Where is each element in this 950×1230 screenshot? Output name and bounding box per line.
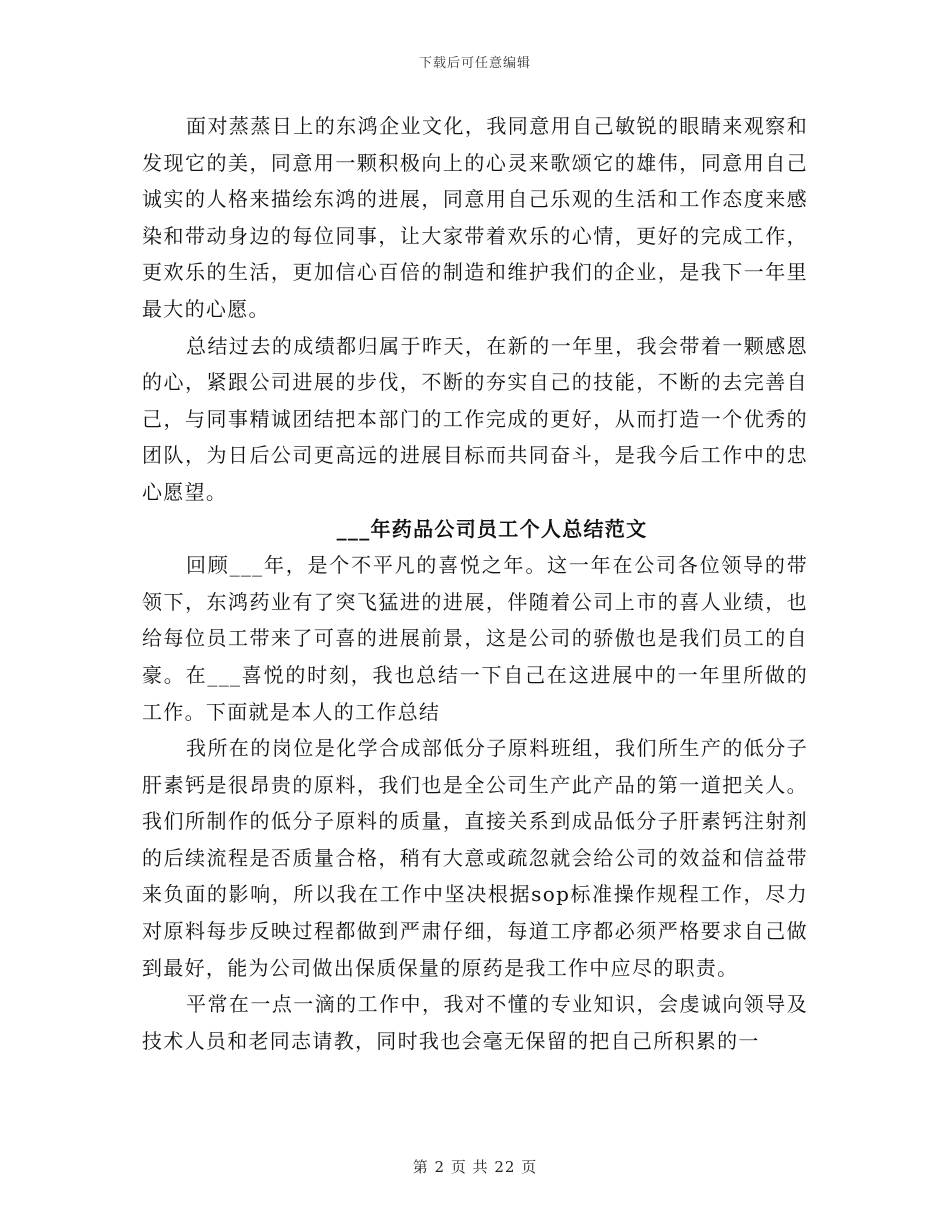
paragraph: 总结过去的成绩都归属于昨天，在新的一年里，我会带着一颗感恩的心，紧跟公司进展的步伐，不断的夯实自己的技能，不断的去完善自己，与同事精诚团结把本部门的工作完成的更好，从而打造一个优秀的团队，为日后公司更高远的进展目标而共同奋斗，是我今后工作中的忠心愿望。	[142, 333, 808, 504]
paragraph: 平常在一点一滴的工作中，我对不懂的专业知识，会虔诚向领导及技术人员和老同志请教，同时我也会毫无保留的把自己所积累的一	[142, 992, 808, 1053]
page-header: 下载后可任意编辑	[418, 56, 531, 71]
paragraph: 面对蒸蒸日上的东鸿企业文化，我同意用自己敏锐的眼睛来观察和发现它的美，同意用一颗积极向上的心灵来歌颂它的雄伟，同意用自己诚实的人格来描绘东鸿的进展，同意用自己乐观的生活和工作态度来感染和带动身边的每位同事，让大家带着欢乐的心情，更好的完成工作，更欢乐的生活，更加信心百倍的制造和维护我们的企业，是我下一年里最大的心愿。	[142, 114, 808, 321]
paragraph: 我所在的岗位是化学合成部低分子原料班组，我们所生产的低分子肝素钙是很昂贵的原料，我们也是全公司生产此产品的第一道把关人。我们所制作的低分子原料的质量，直接关系到成品低分子肝素钙注射剂的后续流程是否质量合格，稍有大意或疏忽就会给公司的效益和信益带来负面的影响，所以我在工作中坚决根据sop标准操作规程工作，尽力对原料每步反映过程都做到严肃仔细，每道工序都必须严格要求自己做到最好，能为公司做出保质保量的原药是我工作中应尽的职责。	[142, 736, 808, 980]
paragraph: 回顾___年，是个不平凡的喜悦之年。这一年在公司各位领导的带领下，东鸿药业有了突飞猛进的进展，伴随着公司上市的喜人业绩，也给每位员工带来了可喜的进展前景，这是公司的骄傲也是我们员工的自豪。在___喜悦的时刻，我也总结一下自己在这进展中的一年里所做的工作。下面就是本人的工作总结	[142, 553, 808, 724]
document-body	[142, 108, 808, 1059]
section-title: ___年药品公司员工个人总结范文	[336, 516, 648, 541]
page-number: 第 2 页 共 22 页	[412, 1158, 538, 1176]
